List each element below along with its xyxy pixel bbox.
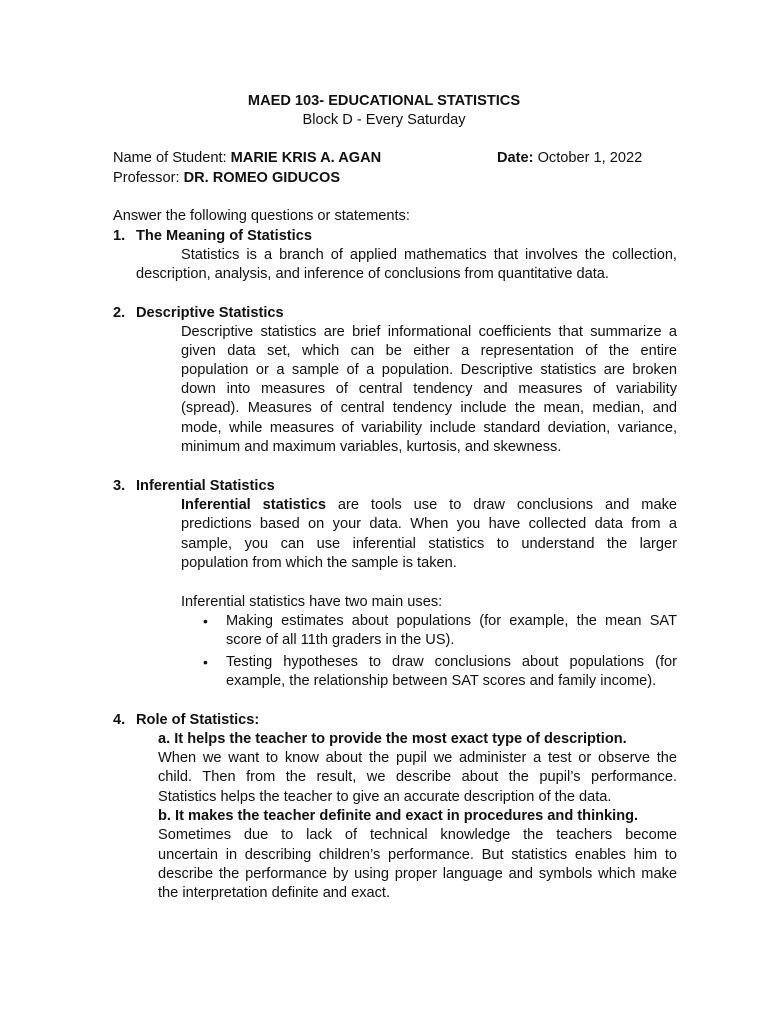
bullet-dot: • (203, 654, 208, 670)
section-3-heading: Inferential Statistics (136, 478, 275, 494)
role-b-line: the interpretation definite and exact. (158, 885, 391, 901)
section-3-line: sample, you can use inferential statistics to understand the larger (181, 536, 677, 552)
section-2-line: down into measures of central tendency and measures of variability (181, 381, 677, 397)
section-2-line: given data set, which can be either a representation of the entire (181, 343, 677, 359)
professor-label: Professor: (113, 170, 180, 186)
role-b-line: describe the performance by using proper language and symbols which make (158, 866, 677, 882)
section-3-first-line (181, 496, 677, 515)
section-2-line: (spread). Measures of central tendency include the mean, median, and (181, 400, 677, 416)
section-4-heading: Role of Statistics: (136, 712, 260, 728)
section-2-line: population or a sample of a population. Descriptive statistics are broken (181, 362, 677, 378)
section-1-heading: The Meaning of Statistics (136, 228, 312, 244)
section-1-number: 1. (113, 228, 126, 244)
student-label: Name of Student: (113, 150, 227, 166)
bullet-line: example, the relationship between SAT scores and family income). (226, 673, 657, 689)
section-2-number: 2. (113, 305, 126, 321)
section-3-line: are tools use to draw conclusions and make (325, 497, 677, 513)
role-a-line: When we want to know about the pupil we administer a test or observe the (158, 750, 677, 766)
uses-intro: Inferential statistics have two main uses: (181, 594, 443, 610)
section-1-line: description, analysis, and inference of conclusions from quantitative data. (136, 266, 609, 282)
section-2-line: minimum and maximum variables, kurtosis, and skewness. (181, 439, 562, 455)
section-3-number: 3. (113, 478, 126, 494)
role-a-line: Statistics helps the teacher to give an accurate description of the data. (158, 789, 612, 805)
role-a-line: child. Then from the result, we describe about the pupil’s performance. (158, 769, 677, 785)
role-b-line: Sometimes due to lack of technical knowledge the teachers become (158, 827, 677, 843)
bullet-line: Making estimates about populations (for example, the mean SAT (226, 613, 677, 629)
section-3-line: predictions based on your data. When you have collected data from a (181, 516, 677, 532)
section-2-line: mode, while measures of variability include standard deviation, variance, (181, 420, 677, 436)
section-2-heading: Descriptive Statistics (136, 305, 284, 321)
section-3-line: population from which the sample is taken. (181, 555, 457, 571)
professor-name: DR. ROMEO GIDUCOS (183, 170, 341, 186)
role-b-heading: b. It makes the teacher definite and exact in procedures and thinking. (158, 808, 639, 824)
professor-line (113, 169, 340, 188)
bullet-line: Testing hypotheses to draw conclusions about populations (for (226, 654, 677, 670)
date-value: October 1, 2022 (537, 150, 643, 166)
date-line (497, 149, 642, 168)
section-4-number: 4. (113, 712, 126, 728)
bold-term: Inferential statistics (181, 497, 326, 513)
role-b-line: uncertain in describing children’s performance. But statistics enables him to (158, 847, 677, 863)
document-title: MAED 103- EDUCATIONAL STATISTICS (247, 93, 521, 109)
section-1-line: Statistics is a branch of applied mathematics that involves the collection, (181, 247, 677, 263)
date-label: Date: (497, 150, 534, 166)
document-subtitle: Block D - Every Saturday (302, 112, 466, 128)
role-a-heading: a. It helps the teacher to provide the most exact type of description. (158, 731, 627, 747)
student-name: MARIE KRIS A. AGAN (230, 150, 382, 166)
bullet-dot: • (203, 613, 208, 629)
bullet-line: score of all 11th graders in the US). (226, 632, 455, 648)
instructions-text: Answer the following questions or statements: (113, 208, 410, 224)
student-line (113, 149, 381, 168)
section-2-line: Descriptive statistics are brief informational coefficients that summarize a (181, 324, 677, 340)
